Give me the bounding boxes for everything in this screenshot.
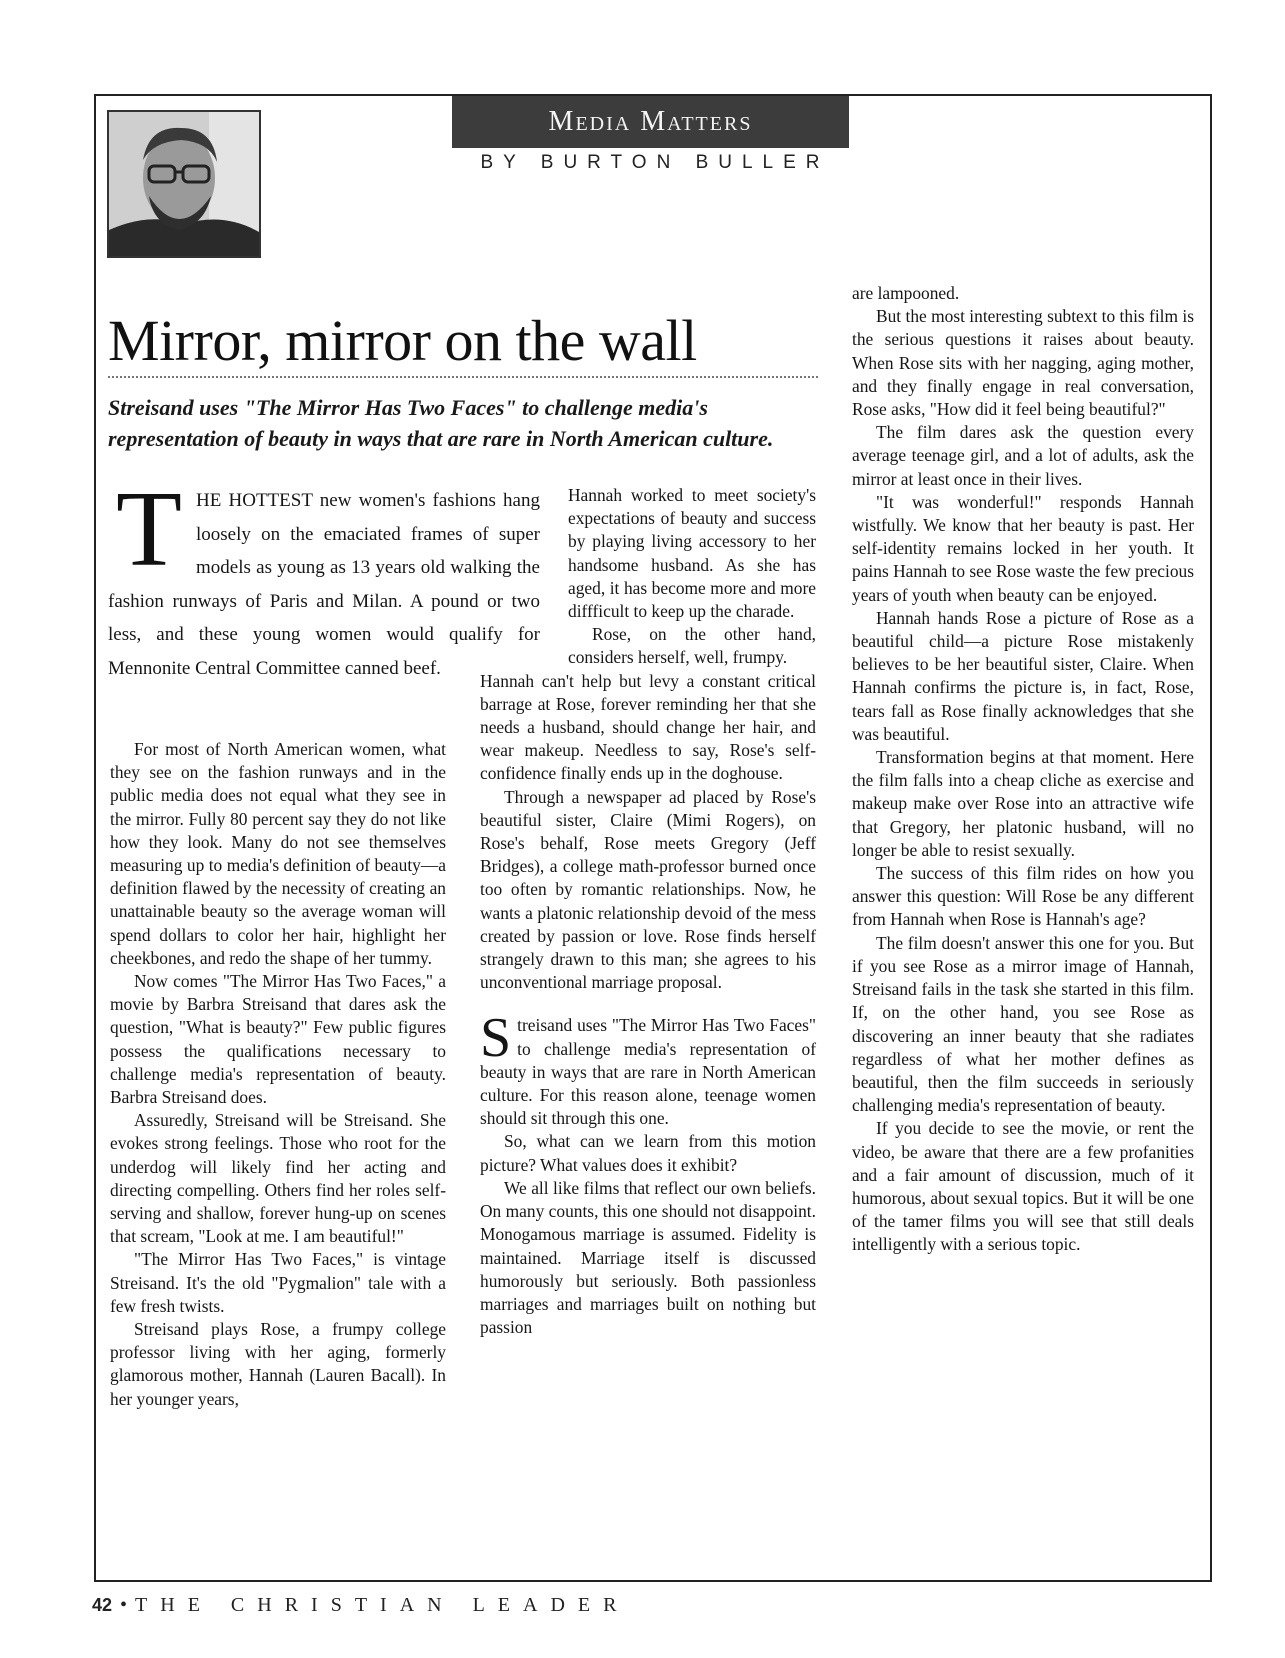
- headline-rule: [108, 376, 818, 378]
- publication-name: THE CHRISTIAN LEADER: [135, 1594, 630, 1616]
- column-1: [110, 738, 446, 1411]
- paragraph: The film doesn't answer this one for you. But if you see Rose as a mirror image of Hannah, Streisand fails in the task she started in this film. If, on the other hand, you see Rose as discovering an inner beauty that she radiates regardless of what her mother defines as beautiful, then the film succeeds in seriously challenging media's representation of beauty.: [852, 932, 1194, 1116]
- paragraph: Through a newspaper ad placed by Rose's beautiful sister, Claire (Mimi Rogers), on Rose's behalf, Rose meets Gregory (Jeff Bridges), a college math-professor burned once too often by romantic relationships. Now, he wants a platonic relationship devoid of the mess created by passion or love. Rose finds herself strangely drawn to this man; she agrees to his unconventional marriage proposal.: [480, 786, 816, 993]
- paragraph: If you decide to see the movie, or rent the video, be aware that there are a few profanities and a fair amount of discussion, much of it humorous, about sexual topics. But it will be one of the tamer films you will see that still deals intelligently with a serious topic.: [852, 1118, 1194, 1255]
- paragraph: The success of this film rides on how you answer this question: Will Rose be any different from Hannah when Rose is Hannah's age?: [852, 863, 1194, 930]
- lead-text: HE HOTTEST new women's fashions hang loosely on the emaciated frames of super models as young as 13 years old walking the fashion runways of Paris and Milan. A pound or two less, and these young women would qualify for Mennonite Central Committee canned beef.: [108, 490, 540, 679]
- paragraph: are lampooned.: [852, 283, 960, 303]
- paragraph: Streisand plays Rose, a frumpy college professor living with her aging, formerly glamorous mother, Hannah (Lauren Bacall). In her younger years,: [110, 1319, 446, 1409]
- paragraph: So, what can we learn from this motion picture? What values does it exhibit?: [480, 1131, 816, 1175]
- paragraph: Assuredly, Streisand will be Streisand. She evokes strong feelings. Those who root for the underdog will likely find her acting and directing compelling. Others find her roles self-serving and shallow, forever hung-up on scenes that scream, "Look at me. I am beautiful!": [110, 1110, 446, 1247]
- pull-paragraph: [480, 1007, 816, 1130]
- paragraph: The film dares ask the question every average teenage girl, and a lot of adults, ask the mirror at least once in their lives.: [852, 422, 1194, 489]
- paragraph: Hannah worked to meet society's expectations of beauty and success by playing living accessory to her handsome husband. As she has aged, it has become more and more diffficult to keep up the charade.: [568, 485, 816, 622]
- author-photo: [107, 110, 261, 258]
- paragraph: Now comes "The Mirror Has Two Faces," a movie by Barbra Streisand that dares ask the question, "What is beauty?" Few public figures possess the qualifications necessary to challenge media's representation of beauty. Barbra Streisand does.: [110, 971, 446, 1108]
- footer-separator: •: [120, 1594, 128, 1616]
- pull-text: treisand uses "The Mirror Has Two Faces" to challenge media's representation of beauty in ways that are rare in North American culture. For this reason alone, teenage women should sit through this one.: [480, 1015, 816, 1129]
- paragraph: Transformation begins at that moment. Here the film falls into a cheap cliche as exercise and makeup make over Rose into an attractive wife that Gregory, her platonic husband, will no longer be able to resist sexually.: [852, 747, 1194, 860]
- paragraph: Hannah hands Rose a picture of Rose as a beautiful child—a picture Rose mistakenly believes to be her beautiful sister, Claire. When Hannah confirms the picture is, in fact, Rose, tears fall as Rose finally acknowledges that she was beautiful.: [852, 607, 1194, 744]
- paragraph: For most of North American women, what they see on the fashion runways and in the public media does not equal what they see in the mirror. Fully 80 percent say they do not like how they look. Many do not see themselves measuring up to media's definition of beauty—a definition flawed by the necessity of creating an unattainable beauty so the average woman will spend dollars to color her hair, highlight her cheekbones, and redo the shape of her tummy.: [110, 739, 446, 968]
- paragraph: "It was wonderful!" responds Hannah wistfully. We know that her beauty is past. Her self-identity remains locked in her youth. It pains Hannah to see Rose waste the few precious years of youth when beauty can be enjoyed.: [852, 491, 1194, 605]
- column-banner: [452, 96, 849, 148]
- paragraph: We all like films that reflect our own beliefs. On many counts, this one should not disappoint. Monogamous marriage is assumed. Fidelity is maintained. Marriage itself is discussed humorously but seriously. Both passionless marriages and marriages built on nothing but passion: [480, 1177, 816, 1338]
- column-2-top: [568, 484, 816, 670]
- column-name: Media Matters: [548, 106, 753, 137]
- byline: BY BURTON BULLER: [480, 152, 830, 173]
- page-number: 42: [92, 1595, 113, 1615]
- paragraph: "The Mirror Has Two Faces," is vintage Streisand. It's the old "Pygmalion" tale with a few fresh twists.: [110, 1249, 446, 1316]
- drop-cap: T: [116, 470, 182, 589]
- headline: Mirror, mirror on the wall: [108, 308, 697, 373]
- page-footer: [92, 1594, 629, 1617]
- lead-paragraph: [108, 470, 540, 685]
- paragraph: Hannah can't help but levy a constant critical barrage at Rose, forever reminding her that she needs a husband, should change her hair, and wear makeup. Needless to say, Rose's self-confidence finally ends up in the doghouse.: [480, 670, 816, 784]
- column-2: [480, 484, 816, 1339]
- column-3: [852, 282, 1194, 1257]
- paragraph: Rose, on the other hand, considers herself, well, frumpy.: [568, 624, 816, 668]
- paragraph: But the most interesting subtext to this film is the serious questions it raises about beauty. When Rose sits with her nagging, aging mother, and they finally engage in real conversation, Rose asks, "How did it feel being beautiful?": [852, 306, 1194, 420]
- pull-drop-cap: S: [480, 1007, 512, 1070]
- deck: Streisand uses "The Mirror Has Two Faces" to challenge media's representation of beauty in ways that are rare in North American culture.: [108, 395, 774, 451]
